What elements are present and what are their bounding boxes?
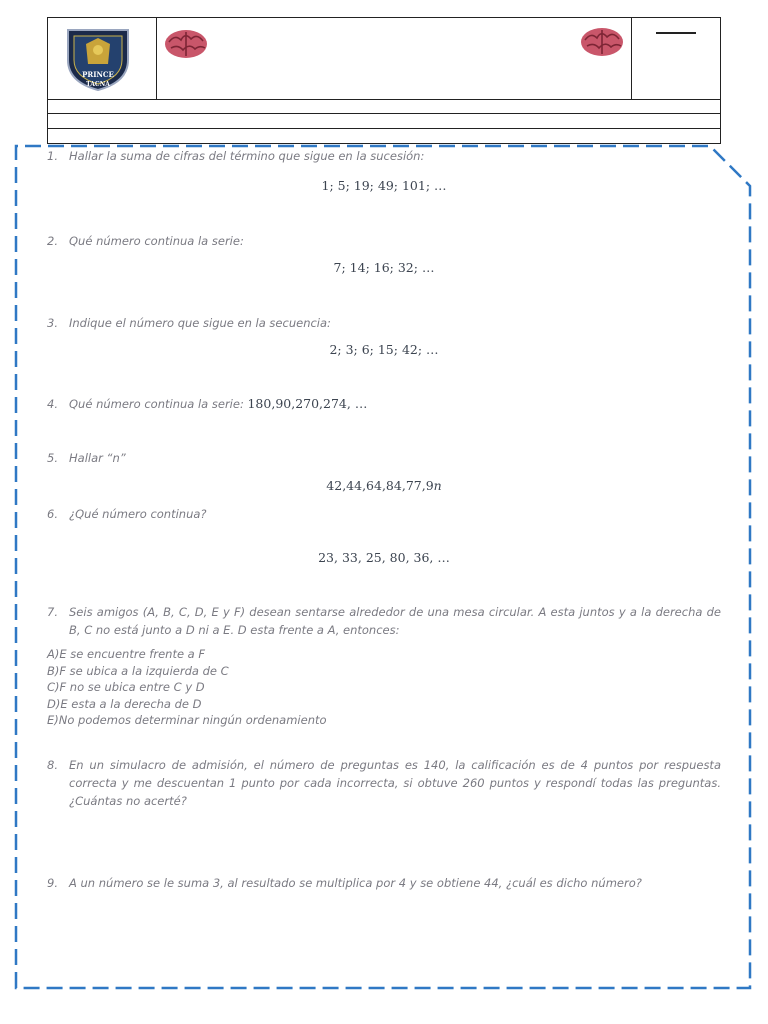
question-3-sequence: 2; 3; 6; 15; 42; …	[329, 342, 439, 357]
question-number: 1.	[47, 149, 58, 163]
brain-icon	[579, 26, 625, 58]
question-number: 9.	[47, 876, 58, 890]
question-number: 6.	[47, 507, 58, 521]
title-cell	[157, 18, 632, 99]
question-8	[47, 756, 721, 812]
question-number: 5.	[47, 451, 58, 465]
logo-cell	[48, 18, 157, 99]
question-number: 4.	[47, 397, 58, 411]
question-number: 3.	[47, 316, 58, 330]
question-text: Indique el número que sigue en la secuencia:	[69, 316, 331, 330]
question-text: Qué número continua la serie:	[69, 234, 244, 248]
header-info-row	[47, 129, 721, 144]
answer-option: D)E esta a la derecha de D	[47, 697, 202, 711]
logo-name: PRINCE	[82, 70, 114, 79]
question-4-sequence: 180,90,270,274, …	[247, 396, 368, 411]
question-6-sequence: 23, 33, 25, 80, 36, …	[318, 550, 450, 565]
question-1-sequence: 1; 5; 19; 49; 101; …	[321, 178, 447, 193]
question-text: Hallar “n”	[69, 451, 126, 465]
header-info-row	[47, 99, 721, 114]
code-underline	[656, 32, 696, 34]
question-5-sequence: 42,44,64,84,77,9𝑛	[326, 478, 442, 493]
question-text: Hallar la suma de cifras del término que sigue en la sucesión:	[69, 149, 425, 163]
question-text	[69, 395, 721, 413]
question-text: A un número se le suma 3, al resultado se multiplica por 4 y se obtiene 44, ¿cuál es dicho número?	[69, 876, 642, 890]
header-main-row	[47, 17, 721, 100]
question-text: En un simulacro de admisión, el número de preguntas es 140, la calificación es de 4 puntos por respuesta correcta y me descuentan 1 punto por cada incorrecta, si obtuve 260 puntos y respondí todas las preguntas. ¿Cuántas no acerté?	[69, 758, 721, 808]
logo-city: TACNA	[86, 81, 110, 88]
answer-option: E)No podemos determinar ningún ordenamiento	[47, 713, 327, 727]
answer-option: C)F no se ubica entre C y D	[47, 680, 205, 694]
answer-option: B)F se ubica a la izquierda de C	[47, 664, 229, 678]
code-cell	[632, 18, 720, 99]
question-7	[47, 603, 721, 641]
brain-icon	[163, 28, 209, 60]
question-text: Seis amigos (A, B, C, D, E y F) desean sentarse alrededor de una mesa circular. A esta juntos y a la derecha de B, C no está junto a D ni a E. D esta frente a A, entonces:	[69, 605, 721, 637]
question-number: 8.	[47, 758, 58, 772]
question-number: 2.	[47, 234, 58, 248]
question-text: ¿Qué número continua?	[69, 507, 207, 521]
question-2-sequence: 7; 14; 16; 32; …	[333, 260, 435, 275]
header-info-row	[47, 114, 721, 129]
question-number: 7.	[47, 605, 58, 619]
answer-option: A)E se encuentre frente a F	[47, 647, 206, 661]
document-header	[47, 17, 721, 147]
question-text-lead: Qué número continua la serie:	[69, 397, 248, 411]
